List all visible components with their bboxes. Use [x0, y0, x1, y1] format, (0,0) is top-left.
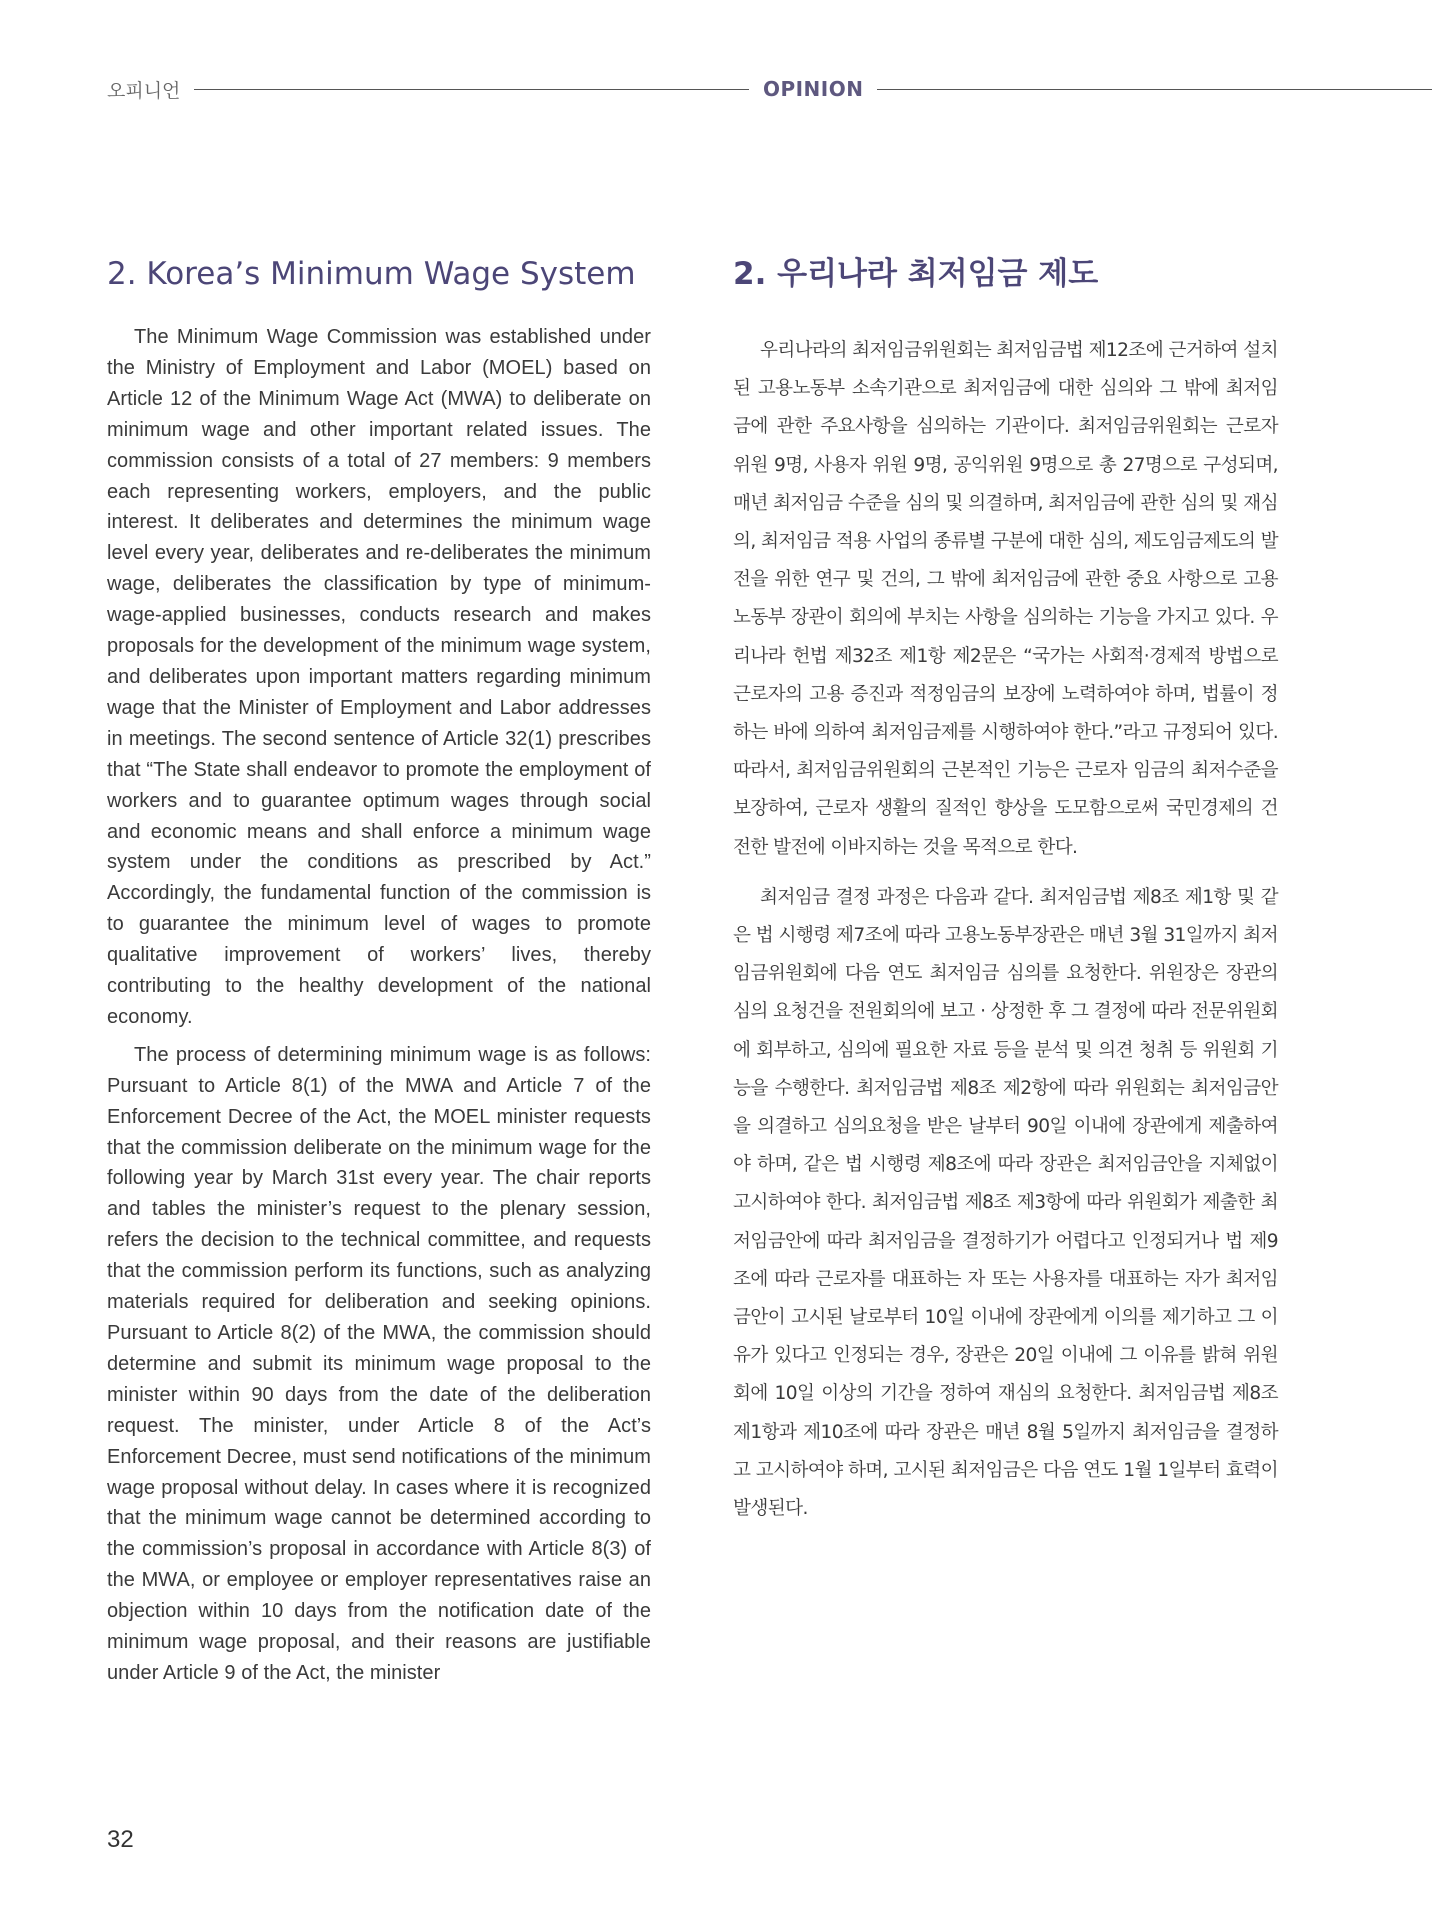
korean-column [733, 252, 1278, 1528]
english-heading: 2. Korea’s Minimum Wage System [107, 256, 636, 292]
header-rule-right [877, 89, 1432, 90]
section-label-korean: 오피니언 [107, 79, 181, 102]
section-label-english: OPINION [762, 77, 864, 101]
header-rule-left [194, 89, 749, 90]
english-column [107, 252, 651, 1689]
english-body [107, 322, 651, 1689]
korean-paragraph-2: 최저임금 결정 과정은 다음과 같다. 최저임금법 제8조 제1항 및 같은 법 시행령 제7조에 따라 고용노동부장관은 매년 3월 31일까지 최저임금위원회에 다음 연도 최저임금 심의를 요청한다. 위원장은 장관의 심의 요청건을 전원회의에 보고 · 상정한 후 그 결정에 따라 전문위원회에 회부하고, 심의에 필요한 자료 등을 분석 및 의견 청취 등 위원회 기능을 수행한다. 최저임금법 제8조 제2항에 따라 위원회는 최저임금안을 의결하고 심의요청을 받은 날부터 90일 이내에 장관에게 제출하여야 하며, 같은 법 시행령 제8조에 따라 장관은 최저임금안을 지체없이 고시하여야 한다. 최저임금법 제8조 제3항에 따라 위원회가 제출한 최저임금안에 따라 최저임금을 결정하기가 어렵다고 인정되거나 법 제9조에 따라 근로자를 대표하는 자 또는 사용자를 대표하는 자가 최저임금안이 고시된 날로부터 10일 이내에 장관에게 이의를 제기하고 그 이유가 있다고 인정되는 경우, 장관은 20일 이내에 그 이유를 밝혀 위원회에 10일 이상의 기간을 정하여 재심의 요청한다. 최저임금법 제8조 제1항과 제10조에 따라 장관은 매년 8월 5일까지 최저임금을 결정하고 고시하여야 하며, 고시된 최저임금은 다음 연도 1월 1일부터 효력이 발생된다. [733, 886, 1278, 1520]
korean-body [733, 332, 1278, 1528]
korean-heading: 2. 우리나라 최저임금 제도 [733, 256, 1099, 292]
page-number: 32 [107, 1826, 134, 1853]
korean-paragraph-1: 우리나라의 최저임금위원회는 최저임금법 제12조에 근거하여 설치된 고용노동부 소속기관으로 최저임금에 대한 심의와 그 밖에 최저임금에 관한 주요사항을 심의하는 기관이다. 최저임금위원회는 근로자 위원 9명, 사용자 위원 9명, 공익위원 9명으로 총 27명으로 구성되며, 매년 최저임금 수준을 심의 및 의결하며, 최저임금에 관한 심의 및 재심의, 최저임금 적용 사업의 종류별 구분에 대한 심의, 제도임금제도의 발전을 위한 연구 및 건의, 그 밖에 최저임금에 관한 중요 사항으로 고용노동부 장관이 회의에 부치는 사항을 심의하는 기능을 가지고 있다. 우리나라 헌법 제32조 제1항 제2문은 “국가는 사회적·경제적 방법으로 근로자의 고용 증진과 적정임금의 보장에 노력하여야 하며, 법률이 정하는 바에 의하여 최저임금제를 시행하여야 한다.”라고 규정되어 있다. 따라서, 최저임금위원회의 근본적인 기능은 근로자 임금의 최저수준을 보장하여, 근로자 생활의 질적인 향상을 도모함으로써 국민경제의 건전한 발전에 이바지하는 것을 목적으로 한다. [733, 340, 1278, 858]
english-paragraph-1: The Minimum Wage Commission was established under the Ministry of Employment and Labor (MOEL) based on Article 12 of the Minimum Wage Act (MWA) to deliberate on minimum wage and other important related issues. The commission consists of a total of 27 members: 9 members each representing workers, employers, and the public interest. It deliberates and determines the minimum wage level every year, deliberates and re-deliberates the minimum wage, deliberates the classification by type of minimum-wage-applied businesses, conducts research and makes proposals for the development of the minimum wage system, and deliberates upon important matters regarding minimum wage that the Minister of Employment and Labor addresses in meetings. The second sentence of Article 32(1) prescribes that “The State shall endeavor to promote the employment of workers and to guarantee optimum wages through social and economic means and shall enforce a minimum wage system under the conditions as prescribed by Act.” Accordingly, the fundamental function of the commission is to guarantee the minimum level of wages to promote qualitative improvement of workers’ lives, thereby contributing to the healthy development of the national economy. [107, 326, 651, 1028]
english-paragraph-2: The process of determining minimum wage is as follows: Pursuant to Article 8(1) of the MWA and Article 7 of the Enforcement Decree of the Act, the MOEL minister requests that the commission deliberate on the minimum wage for the following year by March 31st every year. The chair reports and tables the minister’s request to the plenary session, refers the decision to the technical committee, and requests that the commission perform its functions, such as analyzing materials required for deliberation and seeking opinions. Pursuant to Article 8(2) of the MWA, the commission should determine and submit its minimum wage proposal to the minister within 90 days from the date of the deliberation request. The minister, under Article 8 of the Act’s Enforcement Decree, must send notifications of the minimum wage proposal without delay. In cases where it is recognized that the minimum wage cannot be determined according to the commission’s proposal in accordance with Article 8(3) of the MWA, or employee or employer representatives raise an objection within 10 days from the notification date of the minimum wage proposal, and their reasons are justifiable under Article 9 of the Act, the minister [107, 1043, 651, 1684]
running-header [107, 76, 1432, 102]
